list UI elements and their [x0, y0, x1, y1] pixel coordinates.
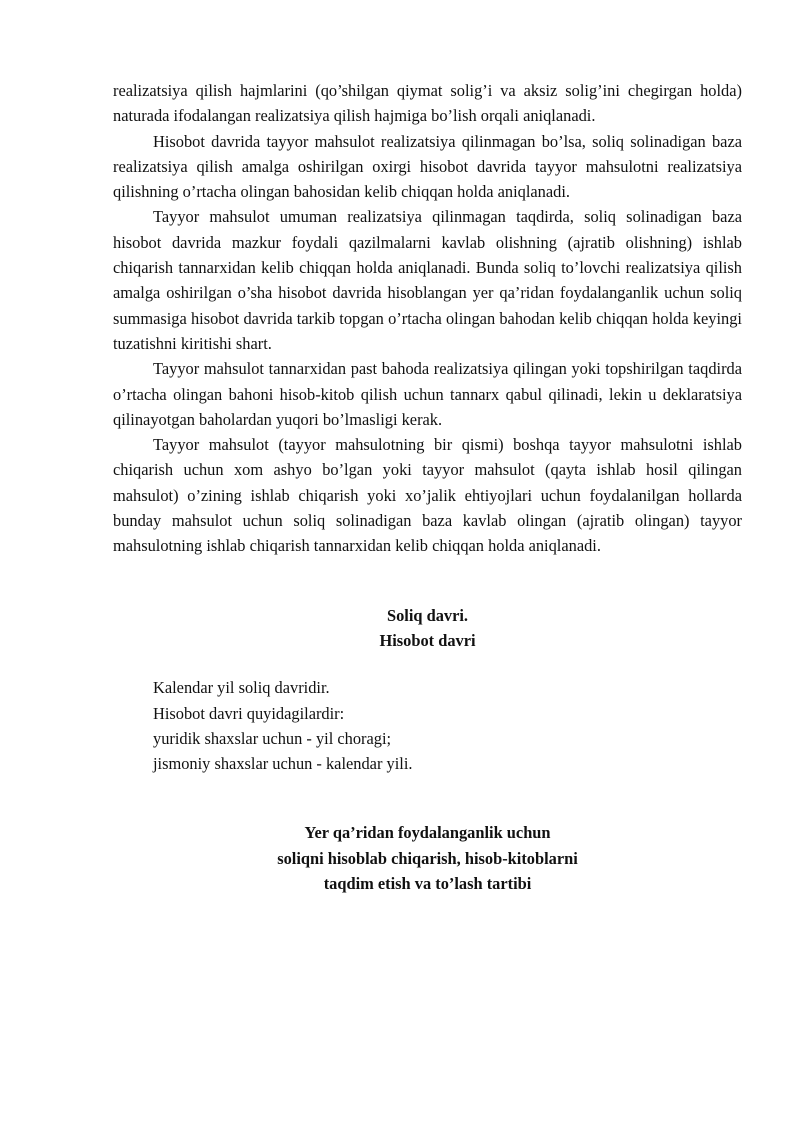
- list-item: Hisobot davri quyidagilardir:: [153, 703, 345, 723]
- document-page: [113, 78, 742, 896]
- paragraph-continuation: realizatsiya qilish hajmlarini (qo’shilgan qiymat solig’i va aksiz solig’ini chegirgan holda) naturada ifodalangan realizatsiya qilish hajmiga bo’lish orqali aniqlanadi.: [113, 81, 742, 126]
- paragraph-below-cost: Tayyor mahsulot tannarxidan past bahoda realizatsiya qilingan yoki topshirilgan taqdirda o’rtacha olingan bahoni hisob-kitob qilish uchun tannarx qabul qilinadi, lekin u deklaratsiya qilinayotgan baholardan yuqori bo’lmasligi kerak.: [113, 359, 742, 429]
- paragraph-raw-material: Tayyor mahsulot (tayyor mahsulotning bir qismi) boshqa tayyor mahsulotni ishlab chiqarish uchun xom ashyo bo’lgan yoki tayyor mahsulot (qayta ishlab hosil qilingan mahsulot) o’zining ishlab chiqarish yoki xo’jalik ehtiyojlari uchun foydalanilgan hollarda bunday mahsulot uchun soliq solinadigan baza kavlab olingan (ajratib olingan) tayyor mahsulotning ishlab chiqarish tannarxidan kelib chiqqan holda aniqlanadi.: [113, 435, 742, 556]
- section-heading-line-2: soliqni hisoblab chiqarish, hisob-kitoblarni: [277, 848, 578, 868]
- paragraph-not-sold-at-all: Tayyor mahsulot umuman realizatsiya qilinmagan taqdirda, soliq solinadigan baza hisobot davrida mazkur foydali qazilmalarni kavlab olishning (ajratib olishning) ishlab chiqarish tannarxidan kelib chiqqan holda aniqlanadi. Bunda soliq to’lovchi realizatsiya qilish amalga oshirilgan o’sha hisobot davrida hisoblangan yer qa’ridan foydalanganlik uchun soliq summasiga hisobot davrida tarkib topgan o’rtacha olingan bahodan kelib chiqqan holda keyingi tuzatishni kiritishi shart.: [113, 207, 742, 353]
- list-item: yuridik shaxslar uchun - yil choragi;: [153, 728, 392, 748]
- period-list: [113, 675, 742, 776]
- spacer: [113, 653, 742, 675]
- section-heading-tax-period: Soliq davri.: [386, 605, 469, 625]
- section-heading-line-3: taqdim etish va to’lash tartibi: [323, 874, 532, 894]
- list-item: Kalendar yil soliq davridir.: [153, 678, 330, 698]
- section-heading-reporting-period: Hisobot davri: [379, 630, 476, 650]
- paragraph-unsold-product: Hisobot davrida tayyor mahsulot realizatsiya qilinmagan bo’lsa, soliq solinadigan baza realizatsiya qilish amalga oshirilgan oxirgi hisobot davrida tayyor mahsulotni realizatsiya qilishning o’rtacha olingan bahosidan kelib chiqqan holda aniqlanadi.: [113, 131, 742, 202]
- section-heading-line-1: Yer qa’ridan foydalanganlik uchun: [304, 823, 551, 843]
- list-item: jismoniy shaxslar uchun - kalendar yili.: [153, 754, 413, 774]
- spacer: [113, 776, 742, 820]
- spacer: [113, 559, 742, 603]
